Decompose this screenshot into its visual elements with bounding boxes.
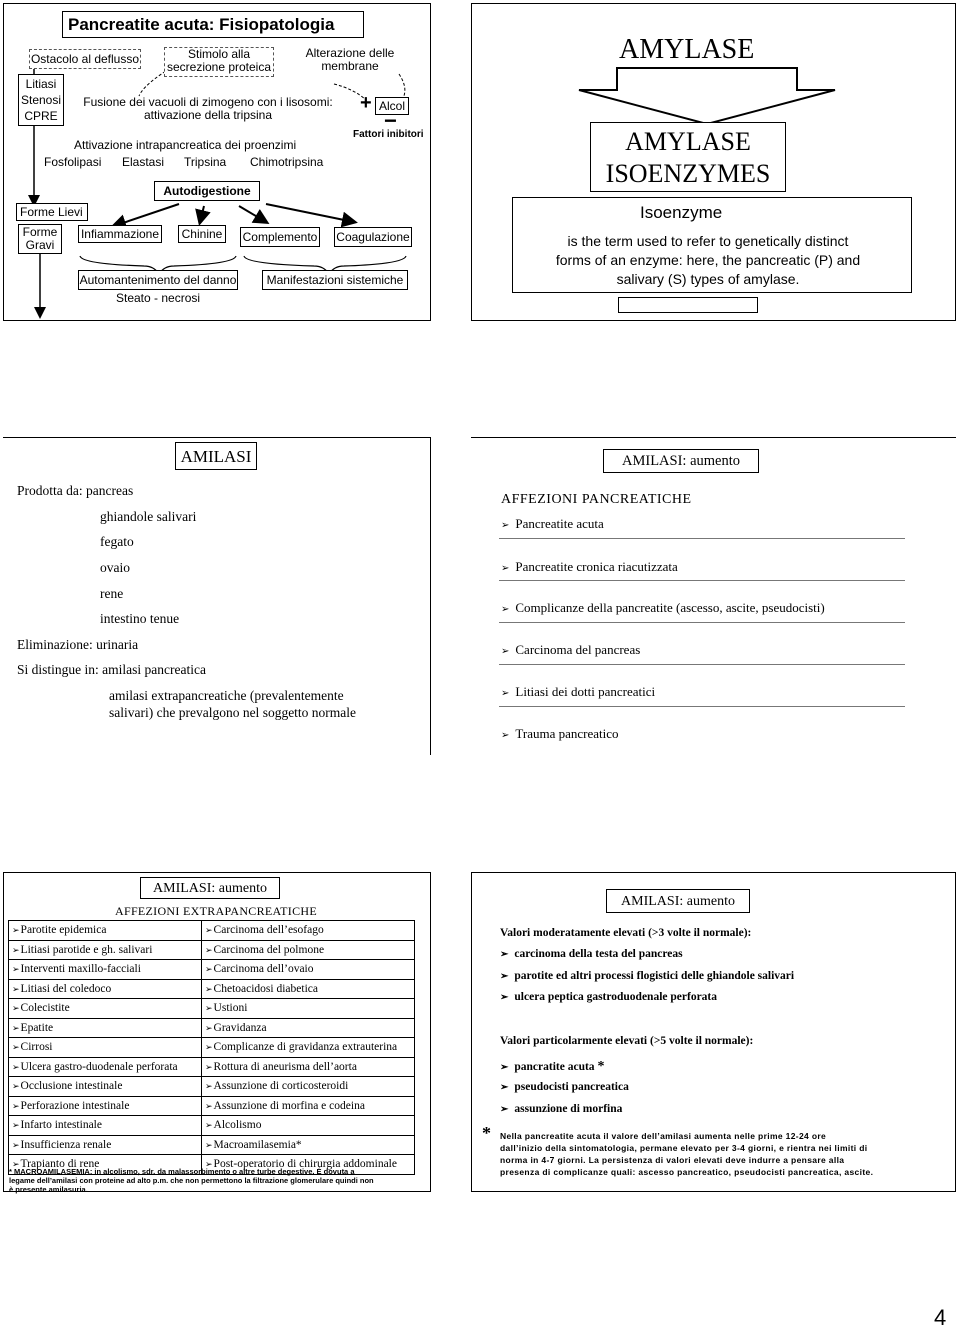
isoenzymes-line1: AMYLASE — [625, 127, 751, 156]
source-ovaio: ovaio — [100, 560, 130, 575]
macro-footnote: * MACROAMILASEMIA: in alcolismo, sdr. da malassorbimento o altre turbe degestive. É dovuta a legame dell’amilasi con proteine ad alto p.m. che non permettono la filtrazione glomerulare quindi non è presente amilasuria. — [9, 1167, 374, 1194]
table-row — [9, 999, 415, 1019]
aumento-title-box — [606, 889, 750, 913]
distingue-label: Si distingue in: amilasi pancreatica — [17, 662, 206, 677]
list-item: ➢ Carcinoma del pancreas — [501, 642, 641, 657]
high-heading: Valori particolarmente elevati (>5 volte il normale): — [500, 1035, 754, 1047]
moderate-item: ➢ ulcera peptica gastroduodenale perforata — [500, 991, 717, 1003]
list-item: ➢ Pancreatite acuta — [501, 516, 604, 531]
slide-fisiopatologia — [3, 3, 431, 321]
forme-gravi-label: Forme Gravi — [22, 225, 58, 252]
aumento-title: AMILASI: aumento — [621, 894, 735, 909]
chinine-label: Chinine — [181, 227, 223, 241]
cause-litiasi: Litiasi — [25, 77, 57, 91]
down-arrow-icon — [577, 66, 837, 126]
aumento-title-box — [140, 877, 280, 899]
extrapancreatic-cause: ➢Trapianto di rene — [9, 1155, 202, 1175]
enzyme-chimotripsina: Chimotripsina — [250, 155, 324, 169]
list-item: ➢ Pancreatite cronica riacutizzata — [501, 559, 678, 574]
source-rene: rene — [100, 586, 124, 601]
source-fegato: fegato — [100, 534, 134, 549]
extrapancreatic-cause: ➢Occlusione intestinale — [9, 1077, 202, 1097]
extrapancreatic-cause: ➢Infarto intestinale — [9, 1116, 202, 1136]
extrapancreatic-cause: ➢Post-operatorio di chirurgia addominale — [202, 1155, 415, 1175]
list-item: ➢ Trauma pancreatico — [501, 726, 619, 741]
table-row — [9, 1096, 415, 1116]
extrapancreatic-cause: ➢Assunzione di morfina e codeina — [202, 1096, 415, 1116]
extrapancreatic-cause: ➢Macroamilasemia* — [202, 1135, 415, 1155]
extra-text: amilasi extrapancreatiche (prevalentemente salivari) che prevalgono nel soggetto normale — [109, 688, 357, 720]
manifestazioni-label: Manifestazioni sistemiche — [266, 273, 404, 287]
enzyme-tripsina: Tripsina — [184, 155, 227, 169]
complemento-label: Complemento — [242, 230, 318, 244]
aumento-title-box — [603, 449, 759, 473]
amilasi-title: AMILASI — [180, 447, 252, 466]
automantenimento-label: Automantenimento del danno — [79, 273, 237, 287]
extrapancreatic-cause: ➢Chetoacidosi diabetica — [202, 979, 415, 999]
list-item: ➢ Complicanze della pancreatite (ascesso, ascite, pseudocisti) — [501, 600, 825, 615]
complemento-box — [240, 227, 320, 247]
page-number: 4 — [934, 1305, 947, 1330]
infiammazione-box — [78, 225, 162, 243]
slide-amilasi — [3, 437, 431, 755]
definition-text: is the term used to refer to genetically distinct forms of an enzyme: here, the pancreatic (P) and salivary (S) types of amylase. — [555, 233, 861, 287]
extrapancreatic-cause: ➢Epatite — [9, 1018, 202, 1038]
slide-affezioni-extrapancreatiche — [3, 872, 431, 1192]
steato-label: Steato - necrosi — [116, 291, 201, 305]
table-row — [9, 960, 415, 980]
table-row — [9, 940, 415, 960]
plus-sign: + — [360, 92, 372, 114]
high-item: ➢ pancratite acuta * — [500, 1059, 605, 1074]
ostacolo-label: Ostacolo al deflusso — [30, 52, 140, 66]
isoenzymes-line2: ISOENZYMES — [605, 159, 771, 188]
extrapancreatic-cause: ➢Litiasi del coledoco — [9, 979, 202, 999]
moderate-item: ➢ parotite ed altri processi flogistici delle ghiandole salivari — [500, 970, 795, 982]
forme-lievi-box — [16, 203, 88, 221]
isoenzyme-term: Isoenzyme — [640, 203, 723, 222]
eliminazione-label: Eliminazione: urinaria — [17, 637, 139, 652]
table-row — [9, 1077, 415, 1097]
extrapancreatic-cause: ➢Complicanze di gravidanza extrauterina — [202, 1038, 415, 1058]
moderate-item: ➢ carcinoma della testa del pancreas — [500, 948, 683, 960]
forme-gravi-box — [18, 224, 62, 254]
source-salivari: ghiandole salivari — [100, 509, 197, 524]
coagulazione-box — [334, 227, 412, 247]
aumento-title: AMILASI: aumento — [153, 881, 267, 896]
extrapancreatic-cause: ➢Ulcera gastro-duodenale perforata — [9, 1057, 202, 1077]
automantenimento-box — [78, 270, 238, 290]
cause-box — [18, 74, 64, 126]
forme-lievi-label: Forme Lievi — [20, 205, 83, 219]
manifestazioni-box — [262, 270, 408, 290]
extrapancreatic-cause: ➢Alcolismo — [202, 1116, 415, 1136]
extrapancreatic-cause: ➢Cirrosi — [9, 1038, 202, 1058]
table-row — [9, 1018, 415, 1038]
table-row — [9, 921, 415, 941]
stimolo-box — [164, 47, 274, 77]
isoenzymes-box — [590, 122, 786, 192]
fattori-label: Fattori inibitori — [353, 129, 424, 140]
extrapancreatic-cause: ➢Carcinoma del polmone — [202, 940, 415, 960]
note-asterisk: * — [482, 1123, 491, 1143]
extrapancreatic-cause: ➢Litiasi parotide e gh. salivari — [9, 940, 202, 960]
slide-affezioni-pancreatiche — [471, 437, 956, 755]
coagulazione-label: Coagulazione — [336, 230, 410, 244]
source-intestino: intestino tenue — [100, 611, 180, 626]
cause-stenosi: Stenosi — [20, 93, 62, 107]
enzyme-fosfolipasi: Fosfolipasi — [44, 155, 102, 169]
title-box — [62, 11, 364, 38]
aumento-title: AMILASI: aumento — [622, 453, 740, 469]
attivazione-label: Attivazione intrapancreatica dei proenzimi — [74, 138, 297, 152]
affezioni-list — [499, 486, 905, 752]
extrapancreatic-cause: ➢Insufficienza renale — [9, 1135, 202, 1155]
chinine-box — [178, 225, 226, 243]
extrapancreatic-cause: ➢Parotite epidemica — [9, 921, 202, 941]
high-item: ➢ pseudocisti pancreatica — [500, 1081, 629, 1093]
table-row — [9, 1038, 415, 1058]
ostacolo-box — [29, 49, 141, 69]
table-row — [9, 1135, 415, 1155]
amilasi-title-box — [175, 442, 257, 470]
extrapancreatic-cause: ➢Perforazione intestinale — [9, 1096, 202, 1116]
alterazione-label: Alterazione delle membrane — [305, 46, 395, 73]
extrapancreatiche-table — [8, 920, 415, 1175]
extrapancreatic-cause: ➢Interventi maxillo-facciali — [9, 960, 202, 980]
cause-cpre: CPRE — [24, 109, 58, 123]
amylase-heading: AMYLASE — [619, 34, 755, 65]
infiammazione-label: Infiammazione — [80, 227, 160, 241]
autodigestione-box — [154, 181, 260, 201]
prodotta-label: Prodotta da: pancreas — [17, 483, 134, 498]
high-item: ➢ assunzione di morfina — [500, 1103, 623, 1115]
extrapancreatiche-heading: AFFEZIONI EXTRAPANCREATICHE — [115, 904, 317, 918]
extrapancreatic-cause: ➢Ustioni — [202, 999, 415, 1019]
extrapancreatic-cause: ➢Colecistite — [9, 999, 202, 1019]
extrapancreatic-cause: ➢Assunzione di corticosteroidi — [202, 1077, 415, 1097]
stimolo-label: Stimolo alla secrezione proteica — [166, 47, 272, 74]
slide-amylase-isoenzymes — [471, 3, 956, 321]
minus-sign: − — [384, 108, 397, 133]
autodigestione-label: Autodigestione — [163, 184, 251, 198]
alcol-label: Alcol — [378, 99, 405, 113]
table-row — [9, 979, 415, 999]
table-row — [9, 1057, 415, 1077]
extrapancreatic-cause: ➢Carcinoma dell’esofago — [202, 921, 415, 941]
extrapancreatic-cause: ➢Rottura di aneurisma dell’aorta — [202, 1057, 415, 1077]
list-item: ➢ Litiasi dei dotti pancreatici — [501, 684, 656, 699]
slide-title: Pancreatite acuta: Fisiopatologia — [68, 15, 335, 34]
enzyme-elastasi: Elastasi — [122, 155, 165, 169]
moderate-heading: Valori moderatamente elevati (>3 volte il normale): — [500, 927, 752, 939]
extrapancreatic-cause: ➢Gravidanza — [202, 1018, 415, 1038]
empty-box — [618, 297, 758, 313]
extrapancreatic-cause: ➢Carcinoma dell’ovaio — [202, 960, 415, 980]
list-heading: AFFEZIONI PANCREATICHE — [501, 492, 692, 507]
table-row — [9, 1116, 415, 1136]
slide-valori-elevati — [471, 872, 956, 1192]
note-text: Nella pancreatite acuta il valore dell’amilasi aumenta nelle prime 12-24 ore dall’inizio della sintomatologia, permane elevato per 3-4 giorni, e rientra nei limiti di norma in 4-7 giorni. La persistenza di valori elevati deve indurre a pensare alla presenza di complicanze quali: ascesso pancreatico, pseudocisti pancreatica, ascite. — [500, 1131, 874, 1177]
fusione-text: Fusione dei vacuoli di zimogeno con i lisosomi: attivazione della tripsina — [83, 95, 333, 122]
